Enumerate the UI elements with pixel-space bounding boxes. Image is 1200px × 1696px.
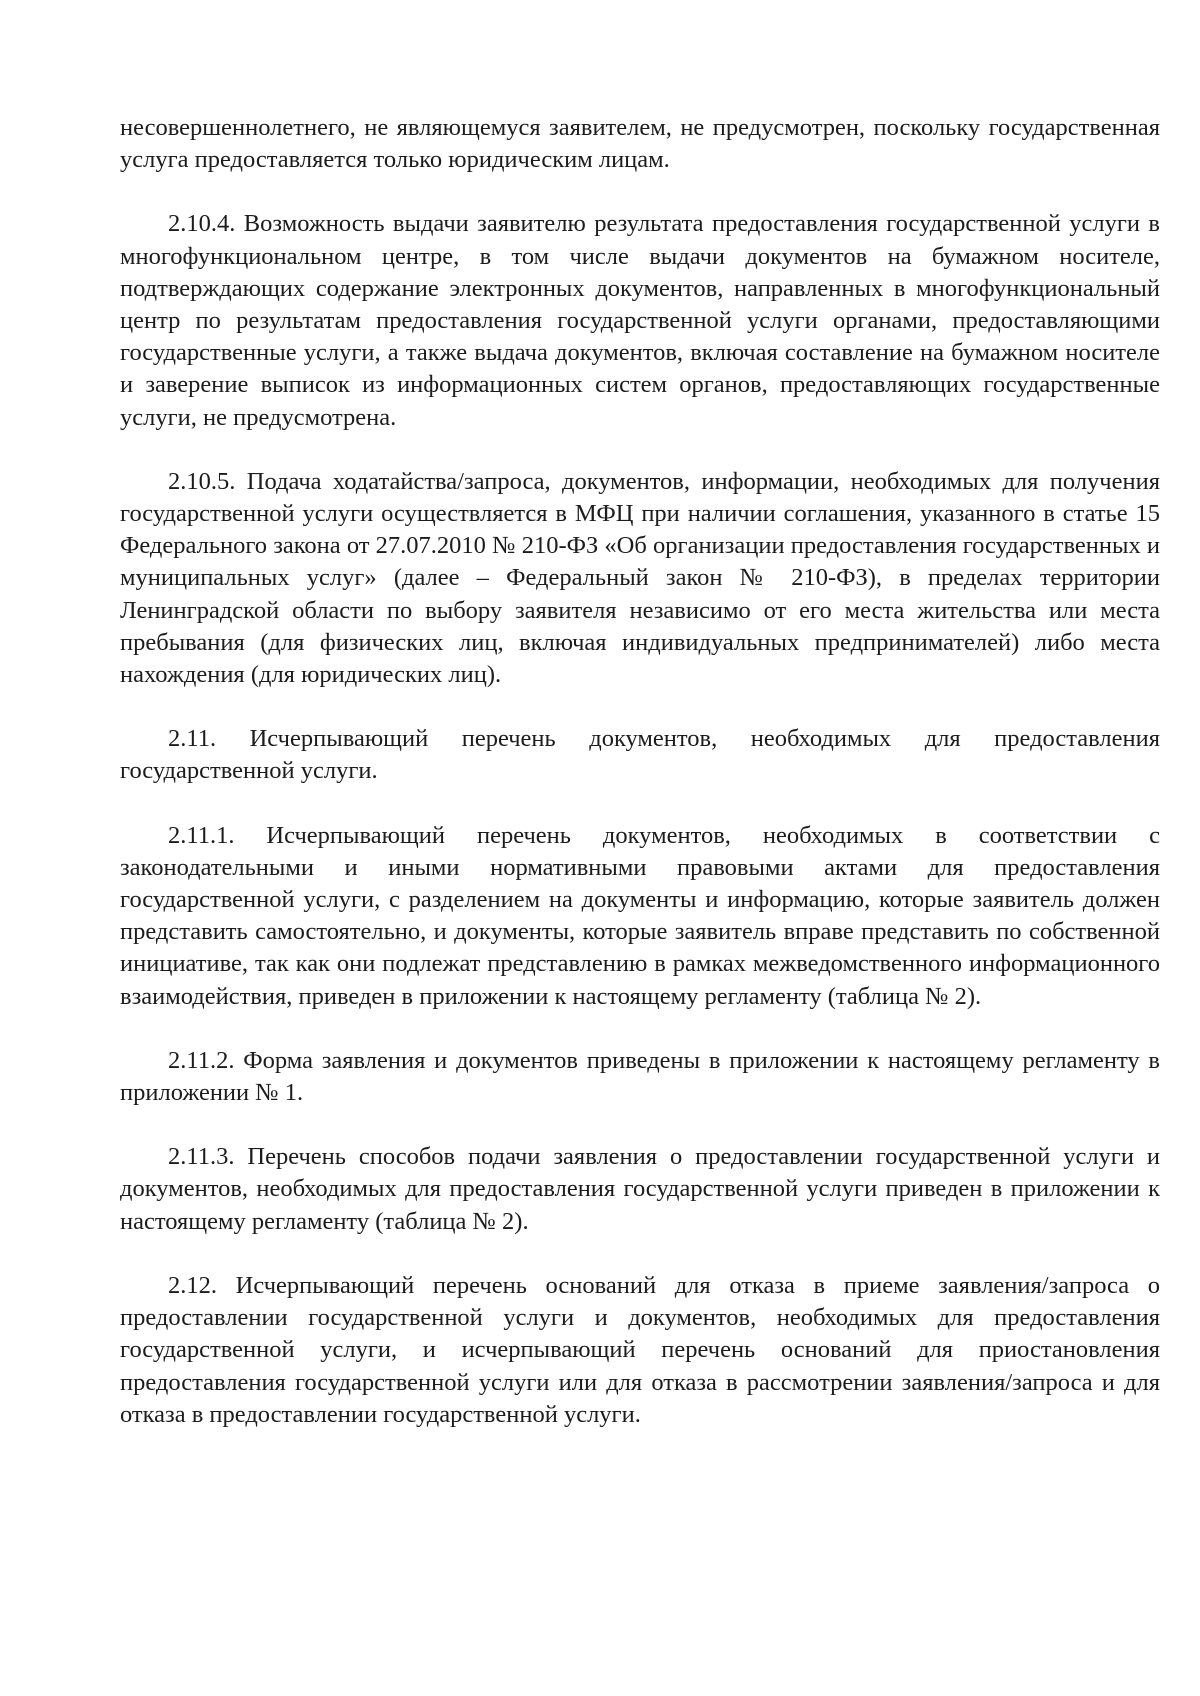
paragraph-2-11: 2.11. Исчерпывающий перечень документов, необходимых для предоставления государственной услуги. bbox=[120, 725, 1160, 785]
paragraph-2-11-3: 2.11.3. Перечень способов подачи заявления о предоставлении государственной услуги и документов, необходимых для предоставления государственной услуги приведен в приложении к настоящему регламенту (таблица № 2). bbox=[120, 1143, 1160, 1235]
paragraph-2-12: 2.12. Исчерпывающий перечень оснований для отказа в приеме заявления/запроса о предоставлении государственной услуги и документов, необходимых для предоставления государственной услуги, и исчерпывающий перечень оснований для приостановления предоставления государственной услуги или для отказа в рассмотрении заявления/запроса и для отказа в предоставлении государственной услуги. bbox=[120, 1271, 1160, 1428]
document-page bbox=[120, 112, 1160, 1463]
paragraph-2-10-4: 2.10.4. Возможность выдачи заявителю результата предоставления государственной услуги в многофункциональном центре, в том числе выдачи документов на бумажном носителе, подтверждающих содержание электронных документов, направленных в многофункциональный центр по результатам предоставления государственной услуги органами, предоставляющими государственные услуги, а также выдача документов, включая составление на бумажном носителе и заверение выписок из информационных систем органов, предоставляющих государственные услуги, не предусмотрена. bbox=[120, 210, 1160, 431]
paragraph-2-10-5: 2.10.5. Подача ходатайства/запроса, документов, информации, необходимых для получения государственной услуги осуществляется в МФЦ при наличии соглашения, указанного в статье 15 Федерального закона от 27.07.2010 № 210-ФЗ «Об организации предоставления государственных и муниципальных услуг» (далее – Федеральный закон № 210-ФЗ), в пределах территории Ленинградской области по выбору заявителя независимо от его места жительства или места пребывания (для физических лиц, включая индивидуальных предпринимателей) либо места нахождения (для юридических лиц). bbox=[120, 467, 1160, 689]
paragraph-2-11-1: 2.11.1. Исчерпывающий перечень документов, необходимых в соответствии с законодательными и иными нормативными правовыми актами для предоставления государственной услуги, с разделением на документы и информацию, которые заявитель должен представить самостоятельно, и документы, которые заявитель вправе представить по собственной инициативе, так как они подлежат представлению в рамках межведомственного информационного взаимодействия, приведен в приложении к настоящему регламенту (таблица № 2). bbox=[120, 821, 1160, 1010]
paragraph-continuation: несовершеннолетнего, не являющемуся заявителем, не предусмотрен, поскольку государственная услуга предоставляется только юридическим лицам. bbox=[120, 114, 1160, 174]
paragraph-2-11-2: 2.11.2. Форма заявления и документов приведены в приложении к настоящему регламенту в приложении № 1. bbox=[120, 1046, 1160, 1107]
